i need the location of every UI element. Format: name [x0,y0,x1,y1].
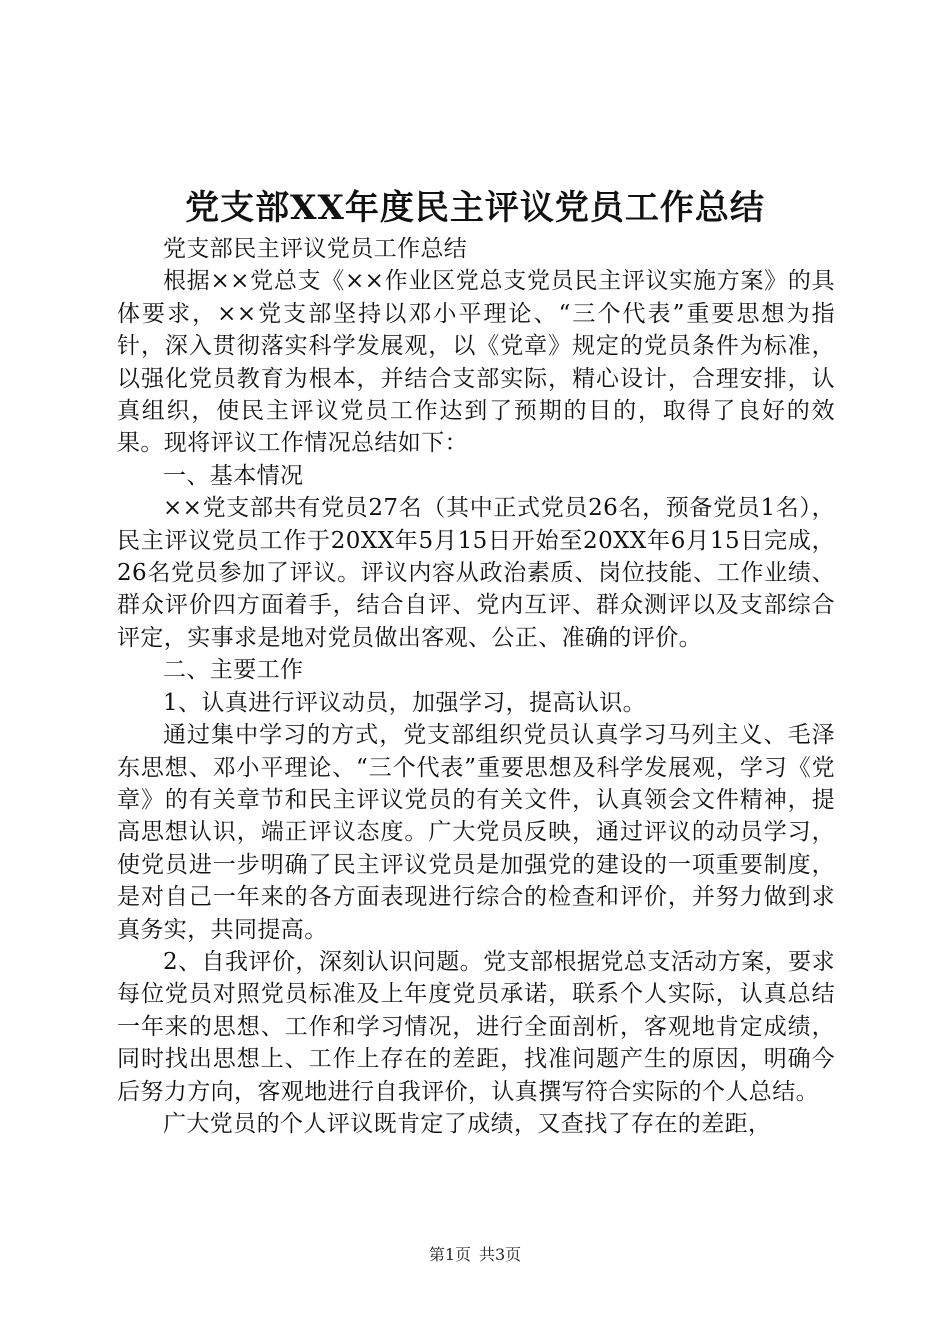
page-number: 第1页 [428,1245,471,1264]
page-footer [0,1244,950,1266]
item-1-heading: 1、认真进行评议动员，加强学习，提高认识。 [163,689,647,716]
document-title: 党支部XX年度民主评议党员工作总结 [185,188,765,228]
closing-paragraph: 广大党员的个人评议既肯定了成绩，又查找了存在的差距， [163,1110,772,1137]
subtitle-paragraph: 党支部民主评议党员工作总结 [163,236,468,262]
intro-paragraph: 根据××党总支《××作业区党总支党员民主评议实施方案》的具体要求，××党支部坚持以邓小平理论、“三个代表”重要思想为指针，深入贯彻落实科学发展观，以《党章》规定的党员条件为标准，以强化党员教育为根本，并结合支部实际，精心设计，合理安排，认真组织，使民主评议党员工作达到了预期的目的，取得了良好的效果。现将评议工作情况总结如下： [117,268,835,457]
item-2-paragraph: 2、自我评价，深刻认识问题。党支部根据党总支活动方案，要求每位党员对照党员标准及上年度党员承诺，联系个人实际，认真总结一年来的思想、工作和学习情况，进行全面剖析，客观地肯定成绩，同时找出思想上、工作上存在的差距，找准问题产生的原因，明确今后努力方向，客观地进行自我评价，认真撰写符合实际的个人总结。 [117,948,835,1105]
document-body [117,233,835,1140]
item-1-paragraph: 通过集中学习的方式，党支部组织党员认真学习马列主义、毛泽东思想、邓小平理论、“三个代表”重要思想及科学发展观，学习《党章》的有关章节和民主评议党员的有关文件，认真领会文件精神，提高思想认识，端正评议态度。广大党员反映，通过评议的动员学习，使党员进一步明确了民主评议党员是加强党的建设的一项重要制度，是对自己一年来的各方面表现进行综合的检查和评价，并努力做到求真务实，共同提高。 [117,722,835,943]
section-heading-main-work: 二、主要工作 [163,657,304,684]
section-heading-basic: 一、基本情况 [163,462,304,489]
page-total: 共3页 [479,1245,522,1264]
basic-info-paragraph: ××党支部共有党员27名（其中正式党员26名，预备党员1名），民主评议党员工作于20XX年5月15日开始至20XX年6月15日完成，26名党员参加了评议。评议内容从政治素质、岗位技能、工作业绩、群众评价四方面着手，结合自评、党内互评、群众测评以及支部综合评定，实事求是地对党员做出客观、公正、准确的评价。 [117,495,835,651]
